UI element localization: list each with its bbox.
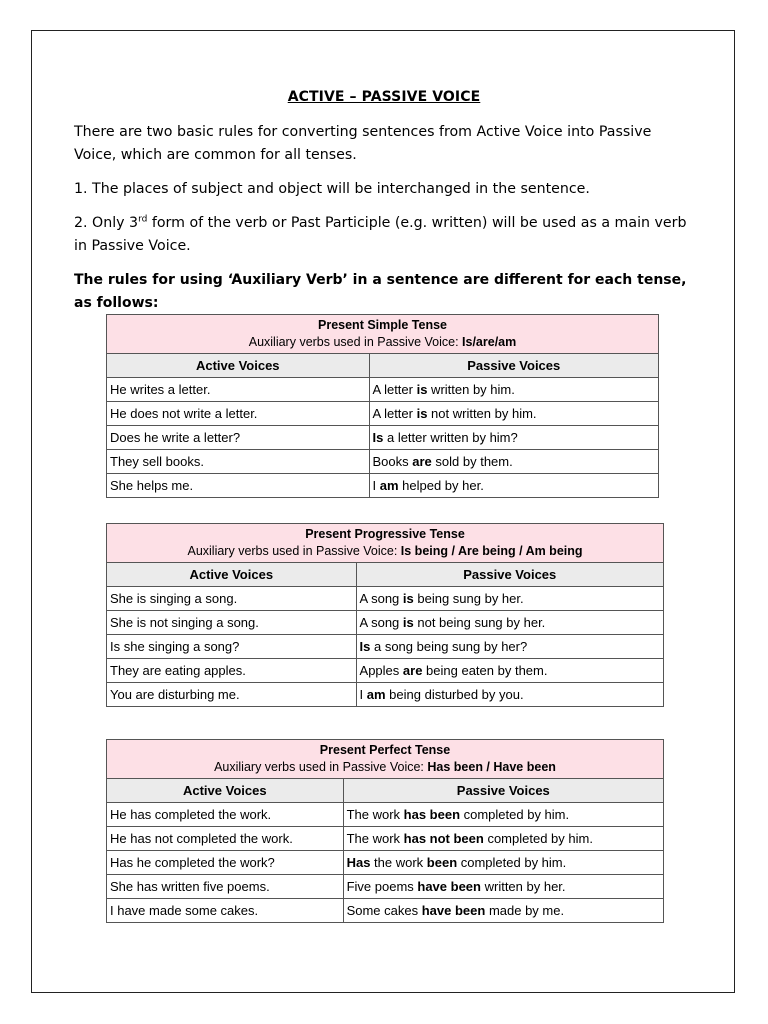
active-voice-cell: Does he write a letter? (107, 426, 370, 450)
passive-text: being disturbed by you. (385, 687, 524, 702)
auxiliary-verb: am (379, 478, 399, 493)
table-row (107, 659, 664, 683)
table-row (107, 899, 664, 923)
passive-voice-cell (356, 587, 663, 611)
active-voice-cell: He writes a letter. (107, 378, 370, 402)
auxiliary-verb: is (402, 591, 414, 606)
column-passive: Passive Voices (343, 779, 663, 803)
auxiliary-verb: are (412, 454, 432, 469)
table-header (107, 740, 664, 779)
present-simple-table (106, 314, 659, 498)
rule-2-end: form of the verb or Past Participle (e.g. written) will be used as a main verb in Passive Voice. (74, 215, 687, 254)
passive-voice-cell (343, 899, 663, 923)
passive-text: a song being sung by her? (370, 639, 528, 654)
active-voice-cell: Has he completed the work? (107, 851, 344, 875)
passive-text: A song (359, 591, 403, 606)
auxiliary-verb: Is (359, 639, 371, 654)
auxiliary-subtitle (107, 759, 663, 776)
active-voice-cell: She has written five poems. (107, 875, 344, 899)
auxiliary-verb: have been (417, 879, 481, 894)
passive-voice-cell (369, 426, 658, 450)
passive-text: a letter written by him? (383, 430, 518, 445)
active-voice-cell: He has completed the work. (107, 803, 344, 827)
active-voice-cell: She is singing a song. (107, 587, 357, 611)
passive-text: written by him. (427, 382, 515, 397)
auxiliary-verb: been (426, 855, 458, 870)
intro-paragraph: There are two basic rules for converting sentences from Active Voice into Passive Voice, which are common for all tenses. (74, 124, 652, 163)
active-voice-cell: She is not singing a song. (107, 611, 357, 635)
auxiliary-verb: Has (346, 855, 371, 870)
passive-text: completed by him. (483, 831, 593, 846)
table-row (107, 587, 664, 611)
tense-title: Present Perfect Tense (319, 743, 451, 757)
document-title: ACTIVE – PASSIVE VOICE (287, 89, 481, 105)
table-row (107, 426, 659, 450)
passive-voice-cell (356, 683, 663, 707)
passive-text: helped by her. (398, 478, 484, 493)
table-row (107, 875, 664, 899)
passive-voice-cell (343, 827, 663, 851)
subtitle-prefix: Auxiliary verbs used in Passive Voice: (214, 760, 428, 774)
active-voice-cell: I have made some cakes. (107, 899, 344, 923)
column-headers (107, 354, 659, 378)
table-header (107, 315, 659, 354)
active-voice-cell: He has not completed the work. (107, 827, 344, 851)
passive-text: Five poems (346, 879, 418, 894)
passive-text: The work (346, 807, 404, 822)
passive-voice-cell (369, 378, 658, 402)
column-active: Active Voices (107, 354, 370, 378)
table-row (107, 402, 659, 426)
passive-text: written by her. (480, 879, 566, 894)
passive-voice-cell (343, 803, 663, 827)
auxiliary-verb: Is (372, 430, 384, 445)
subtitle-prefix: Auxiliary verbs used in Passive Voice: (248, 335, 463, 349)
rule-1: 1. The places of subject and object will be interchanged in the sentence. (74, 181, 590, 197)
auxiliary-rule: The rules for using ‘Auxiliary Verb’ in a sentence are different for each tense, as follows: (74, 272, 687, 311)
auxiliary-verb: is (416, 406, 428, 421)
table-row (107, 474, 659, 498)
passive-voice-cell (356, 659, 663, 683)
table-row (107, 450, 659, 474)
passive-text: I (359, 687, 367, 702)
present-progressive-table (106, 523, 664, 707)
table-row (107, 683, 664, 707)
passive-text: the work (370, 855, 427, 870)
column-passive: Passive Voices (369, 354, 658, 378)
auxiliary-verb: is (402, 615, 414, 630)
column-headers (107, 563, 664, 587)
passive-voice-cell (343, 875, 663, 899)
column-headers (107, 779, 664, 803)
passive-voice-cell (343, 851, 663, 875)
column-active: Active Voices (107, 779, 344, 803)
auxiliary-verb: am (366, 687, 386, 702)
passive-text: not being sung by her. (413, 615, 546, 630)
active-voice-cell: They sell books. (107, 450, 370, 474)
passive-voice-cell (369, 474, 658, 498)
table-row (107, 635, 664, 659)
active-voice-cell: He does not write a letter. (107, 402, 370, 426)
passive-text: Apples (359, 663, 403, 678)
auxiliary-verbs: Has been / Have been (427, 760, 556, 774)
passive-voice-cell (369, 402, 658, 426)
auxiliary-verb: are (402, 663, 423, 678)
passive-text: A letter (372, 382, 417, 397)
auxiliary-verb: has been (403, 807, 461, 822)
table-row (107, 827, 664, 851)
passive-text: I (372, 478, 380, 493)
column-passive: Passive Voices (356, 563, 663, 587)
subtitle-prefix: Auxiliary verbs used in Passive Voice: (187, 544, 401, 558)
table-row (107, 378, 659, 402)
table-row (107, 851, 664, 875)
passive-text: Books (372, 454, 413, 469)
passive-text: completed by him. (457, 855, 567, 870)
auxiliary-verbs: Is/are/am (462, 335, 517, 349)
table-row (107, 611, 664, 635)
passive-text: Some cakes (346, 903, 422, 918)
passive-text: not written by him. (427, 406, 537, 421)
passive-text: The work (346, 831, 404, 846)
tense-title: Present Progressive Tense (305, 527, 465, 541)
active-voice-cell: They are eating apples. (107, 659, 357, 683)
auxiliary-subtitle (107, 543, 663, 560)
passive-voice-cell (356, 611, 663, 635)
active-voice-cell: Is she singing a song? (107, 635, 357, 659)
passive-text: sold by them. (431, 454, 513, 469)
auxiliary-verbs: Is being / Are being / Am being (400, 544, 583, 558)
passive-text: being eaten by them. (422, 663, 548, 678)
auxiliary-verb: is (416, 382, 428, 397)
rule-2 (74, 212, 690, 258)
rule-2-start: 2. Only 3 (74, 215, 139, 231)
active-voice-cell: You are disturbing me. (107, 683, 357, 707)
table-row (107, 803, 664, 827)
table-header (107, 524, 664, 563)
passive-text: being sung by her. (413, 591, 524, 606)
tense-title: Present Simple Tense (318, 318, 447, 332)
auxiliary-verb: has not been (403, 831, 484, 846)
passive-voice-cell (369, 450, 658, 474)
passive-text: A letter (372, 406, 417, 421)
rule-2-superscript: rd (138, 214, 148, 225)
auxiliary-verb: have been (421, 903, 486, 918)
column-active: Active Voices (107, 563, 357, 587)
active-voice-cell: She helps me. (107, 474, 370, 498)
present-perfect-table (106, 739, 664, 923)
passive-voice-cell (356, 635, 663, 659)
passive-text: A song (359, 615, 403, 630)
auxiliary-subtitle (107, 334, 658, 351)
passive-text: completed by him. (460, 807, 570, 822)
passive-text: made by me. (485, 903, 565, 918)
